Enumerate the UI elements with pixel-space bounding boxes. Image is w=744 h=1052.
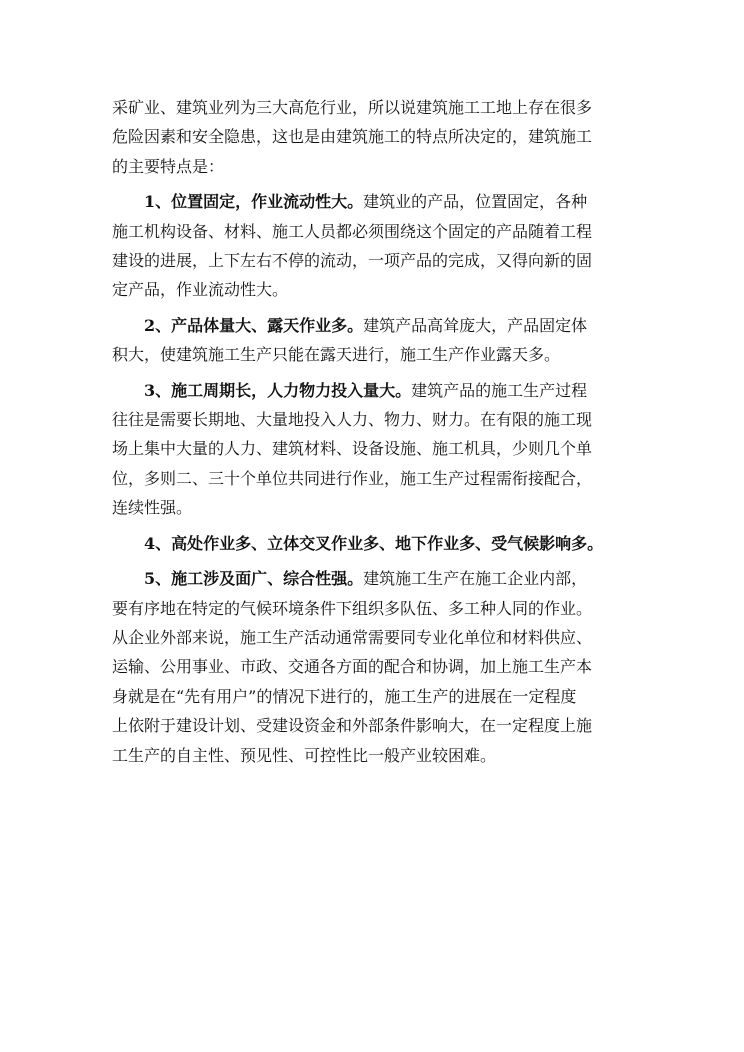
text-line: 建设的进展，上下左右不停的流动，一项产品的完成，又得向新的固: [112, 251, 593, 271]
point-first-line: [112, 529, 652, 558]
text-line: 的主要特点是：: [112, 156, 225, 176]
point-heading: 2、产品体量大、露天作业多。: [144, 315, 364, 335]
point-text: 建筑产品的施工生产过程: [411, 380, 588, 400]
point-heading: 3、施工周期长，人力物力投入量大。: [144, 380, 412, 400]
text-line: 位，多则二、三十个单位共同进行作业，施工生产过程需衔接配合，: [112, 468, 593, 488]
text-line: 施工机构设备、材料、施工人员都必须围绕这个固定的产品随着工程: [112, 221, 593, 241]
point-first-line: [112, 564, 652, 593]
point-first-line: [112, 187, 652, 216]
text-line: 场上集中大量的人力、建筑材料、设备设施、施工机具，少则几个单: [112, 439, 593, 459]
point-first-line: [112, 376, 652, 405]
text-line: 从企业外部来说，施工生产活动通常需要同专业化单位和材料供应、: [112, 627, 593, 647]
point-1-paragraph: [112, 187, 652, 305]
point-heading: 1、位置固定，作业流动性大。: [144, 192, 364, 212]
text-line: 上依附于建设计划、受建设资金和外部条件影响大，在一定程度上施: [112, 716, 593, 736]
point-5-paragraph: [112, 564, 652, 770]
point-text: 建筑施工生产在施工企业内部，: [363, 569, 588, 589]
text-line: 危险因素和安全隐患，这也是由建筑施工的特点所决定的，建筑施工: [112, 127, 593, 147]
point-text: 建筑业的产品，位置固定，各种: [363, 192, 588, 212]
text-line: 身就是在“先有用户”的情况下进行的，施工生产的进展在一定程度: [112, 686, 577, 706]
text-line: 工生产的自主性、预见性、可控性比一般产业较困难。: [112, 745, 497, 765]
intro-paragraph: [112, 93, 652, 181]
point-heading: 4、高处作业多、立体交叉作业多、地下作业多、受气候影响多。: [144, 533, 604, 553]
point-heading: 5、施工涉及面广、综合性强。: [144, 569, 364, 589]
text-line: 采矿业、建筑业列为三大高危行业，所以说建筑施工工地上存在很多: [112, 98, 593, 117]
document-body: [112, 93, 652, 770]
point-first-line: [112, 311, 652, 340]
point-4-paragraph: [112, 529, 652, 558]
text-line: 往往是需要长期地、大量地投入人力、物力、财力。在有限的施工现: [112, 410, 593, 430]
point-text: 建筑产品高耸庞大，产品固定体: [363, 315, 588, 335]
text-line: 连续性强。: [112, 498, 193, 518]
point-2-paragraph: [112, 311, 652, 370]
text-line: 要有序地在特定的气候环境条件下组织多队伍、多工种人同的作业。: [112, 598, 593, 618]
text-line: 运输、公用事业、市政、交通各方面的配合和协调，加上施工生产本: [112, 657, 593, 677]
point-3-paragraph: [112, 376, 652, 523]
text-line: 定产品，作业流动性大。: [112, 280, 289, 300]
text-line: 积大，使建筑施工生产只能在露天进行，施工生产作业露天多。: [112, 345, 561, 365]
